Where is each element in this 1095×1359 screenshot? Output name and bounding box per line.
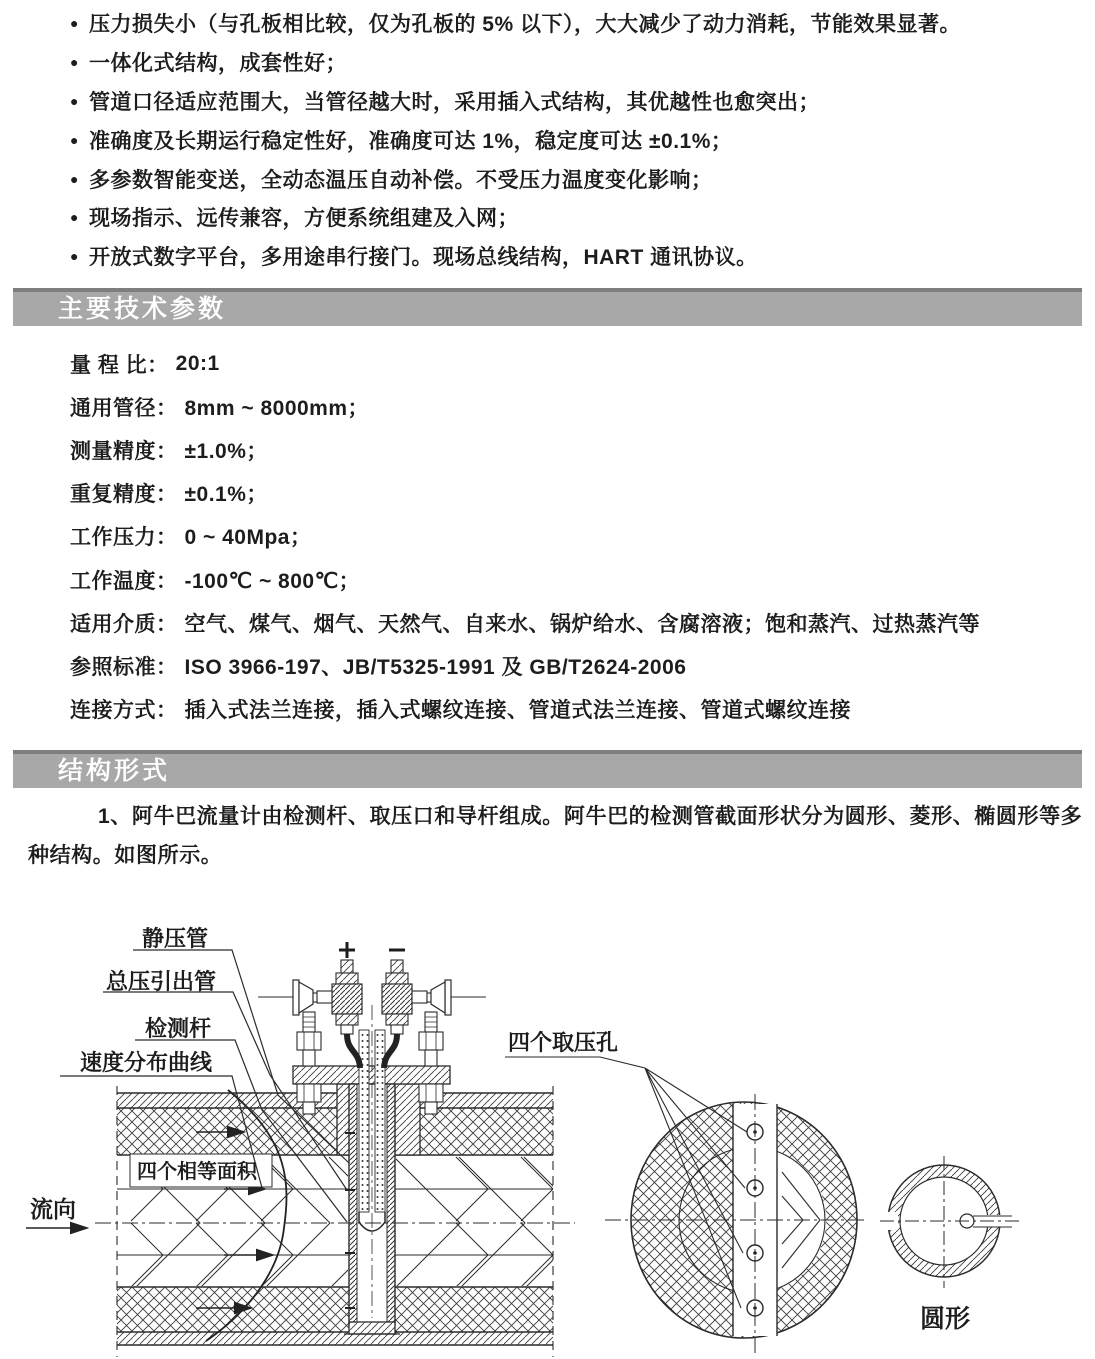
bullet-icon: ● [70, 131, 79, 148]
feature-text: 一体化式结构，成套性好； [88, 52, 347, 76]
pipe-section-view [26, 1086, 590, 1357]
spec-label: 连接方式： [70, 699, 178, 723]
spec-value: -100℃ ~ 800℃； [184, 569, 361, 593]
spec-row [70, 558, 1083, 601]
circular-probe-section [880, 1156, 1022, 1333]
spec-row [70, 342, 1083, 385]
feature-text: 准确度及长期运行稳定性好，准确度可达 1%，稳定度可达 ±0.1%； [88, 129, 733, 153]
pipe-cross-section-circle [505, 1030, 868, 1356]
spec-row [70, 515, 1083, 558]
structure-paragraph: 1、阿牛巴流量计由检测杆、取压口和导杆组成。阿牛巴的检测管截面形状分为圆形、菱形、椭圆形等多种结构。如图所示。 [28, 805, 1083, 867]
spec-label: 参照标准： [70, 655, 178, 679]
flow-direction-label: 流向 [30, 1196, 76, 1222]
handwheel-right-icon [431, 980, 451, 1015]
feature-item [70, 43, 1083, 82]
handwheel-left-icon [293, 980, 313, 1015]
circular-shape-label: 圆形 [920, 1305, 971, 1333]
feature-list [70, 4, 1083, 276]
velocity-curve-label: 速度分布曲线 [80, 1050, 213, 1075]
bullet-icon: ● [70, 54, 79, 71]
static-pressure-tube-label: 静压管 [142, 926, 209, 951]
pipe-outer-wall-bottom [117, 1332, 553, 1345]
feature-text: 多参数智能变送，全动态温压自动补偿。不受压力温度变化影响； [88, 168, 713, 192]
spec-label: 工作压力： [70, 526, 178, 550]
section-header-structure [13, 750, 1082, 788]
plus-sign [339, 942, 355, 958]
impulse-tube-plus [347, 1034, 360, 1068]
spec-label: 量 程 比： [70, 353, 169, 377]
impulse-tube-minus [384, 1034, 397, 1068]
bullet-icon: ● [70, 209, 79, 226]
spec-row [70, 385, 1083, 428]
feature-item [70, 237, 1083, 276]
spec-row [70, 472, 1083, 515]
pipe-wall-top [117, 1108, 553, 1155]
spec-label: 测量精度： [70, 439, 178, 463]
bullet-icon: ● [70, 15, 79, 32]
feature-text: 压力损失小（与孔板相比较，仅为孔板的 5% 以下），大大减少了动力消耗，节能效果显著。 [88, 13, 961, 37]
total-pressure-tube-label: 总压引出管 [106, 969, 217, 994]
spec-value: ±1.0%； [184, 439, 268, 463]
feature-text: 管道口径适应范围大，当管径越大时，采用插入式结构，其优越性也愈突出； [88, 90, 820, 114]
feature-text: 开放式数字平台，多用途串行接门。现场总线结构，HART 通讯协议。 [88, 246, 758, 270]
annubar-structure-diagram [0, 920, 1095, 1359]
four-equal-areas-label: 四个相等面积 [137, 1161, 257, 1183]
bullet-icon: ● [70, 92, 79, 109]
feature-text: 现场指示、远传兼容，方便系统组建及入网； [88, 207, 519, 231]
spec-value: 8mm ~ 8000mm； [184, 396, 370, 420]
spec-value: ±0.1%； [184, 483, 268, 507]
spec-value: 20:1 [175, 351, 220, 375]
section-title: 结构形式 [58, 757, 171, 785]
feature-item [70, 4, 1083, 43]
spec-label: 适用介质： [70, 612, 178, 636]
section-title: 主要技术参数 [58, 295, 227, 323]
spec-label: 通用管径： [70, 396, 178, 420]
spec-row [70, 428, 1083, 471]
four-pressure-taps-label: 四个取压孔 [508, 1030, 619, 1055]
spec-row [70, 688, 1083, 731]
spec-row [70, 644, 1083, 687]
spec-list [70, 342, 1083, 731]
feature-item [70, 120, 1083, 159]
spec-value: ISO 3966-197、JB/T5325-1991 及 GB/T2624-2006 [184, 655, 687, 679]
bullet-icon: ● [70, 170, 79, 187]
feature-item [70, 198, 1083, 237]
section-header-params [13, 288, 1082, 326]
detection-rod-label: 检测杆 [145, 1016, 212, 1041]
spec-row [70, 601, 1083, 644]
spec-value: 插入式法兰连接，插入式螺纹连接、管道式法兰连接、管道式螺纹连接 [184, 699, 851, 723]
pipe-wall-bottom [117, 1287, 553, 1332]
bullet-icon: ● [70, 248, 79, 265]
spec-label: 工作温度： [70, 569, 178, 593]
flange-bolt-right [419, 1012, 443, 1114]
spec-label: 重复精度： [70, 483, 178, 507]
flange-bolt-left [297, 1012, 321, 1114]
spec-value: 空气、煤气、烟气、天然气、自来水、锅炉给水、含腐溶液；饱和蒸汽、过热蒸汽等 [184, 612, 980, 636]
spec-value: 0 ~ 40Mpa； [184, 526, 312, 550]
flange-plate [293, 1066, 450, 1084]
pipe-outer-wall-top [117, 1093, 553, 1108]
feature-item [70, 82, 1083, 121]
feature-item [70, 159, 1083, 198]
